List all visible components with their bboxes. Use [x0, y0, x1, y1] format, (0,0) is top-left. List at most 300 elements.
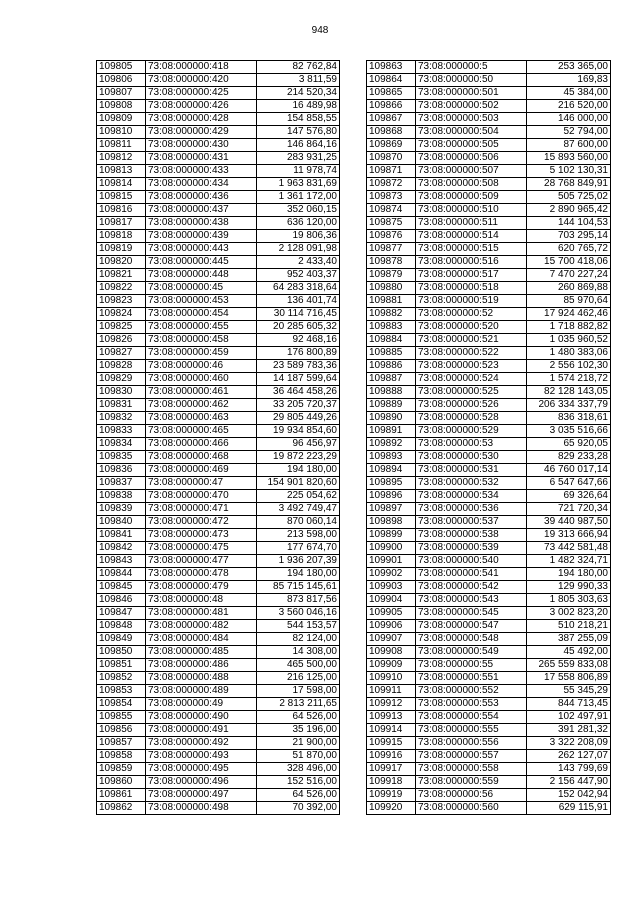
cadastral-number-cell: 73:08:000000:492: [146, 737, 257, 750]
cadastral-number-cell: 73:08:000000:479: [146, 581, 257, 594]
table-row: [367, 217, 611, 230]
value-cell: 73 442 581,48: [527, 542, 611, 555]
cadastral-number-cell: 73:08:000000:491: [146, 724, 257, 737]
row-number-cell: 109900: [367, 542, 416, 555]
row-number-cell: 109814: [97, 178, 146, 191]
cadastral-number-cell: 73:08:000000:528: [416, 412, 527, 425]
value-cell: 146 000,00: [527, 113, 611, 126]
table-row: [97, 282, 340, 295]
cadastral-number-cell: 73:08:000000:429: [146, 126, 257, 139]
row-number-cell: 109820: [97, 256, 146, 269]
table-row: [367, 360, 611, 373]
row-number-cell: 109833: [97, 425, 146, 438]
cadastral-number-cell: 73:08:000000:501: [416, 87, 527, 100]
cadastral-number-cell: 73:08:000000:486: [146, 659, 257, 672]
row-number-cell: 109909: [367, 659, 416, 672]
cadastral-number-cell: 73:08:000000:472: [146, 516, 257, 529]
row-number-cell: 109919: [367, 789, 416, 802]
value-cell: 1 718 882,82: [527, 321, 611, 334]
value-cell: 2 813 211,65: [257, 698, 340, 711]
row-number-cell: 109843: [97, 555, 146, 568]
table-row: [367, 100, 611, 113]
row-number-cell: 109885: [367, 347, 416, 360]
row-number-cell: 109892: [367, 438, 416, 451]
table-row: [97, 581, 340, 594]
row-number-cell: 109897: [367, 503, 416, 516]
value-cell: 265 559 833,08: [527, 659, 611, 672]
value-cell: 14 308,00: [257, 646, 340, 659]
value-cell: 55 345,29: [527, 685, 611, 698]
table-row: [97, 425, 340, 438]
value-cell: 64 526,00: [257, 711, 340, 724]
row-number-cell: 109816: [97, 204, 146, 217]
table-row: [367, 789, 611, 802]
cadastral-number-cell: 73:08:000000:549: [416, 646, 527, 659]
row-number-cell: 109829: [97, 373, 146, 386]
value-cell: 629 115,91: [527, 802, 611, 815]
cadastral-number-cell: 73:08:000000:443: [146, 243, 257, 256]
table-row: [97, 711, 340, 724]
row-number-cell: 109913: [367, 711, 416, 724]
table-row: [367, 282, 611, 295]
value-cell: 29 805 449,26: [257, 412, 340, 425]
value-cell: 3 492 749,47: [257, 503, 340, 516]
table-row: [367, 633, 611, 646]
value-cell: 836 318,61: [527, 412, 611, 425]
cadastral-number-cell: 73:08:000000:453: [146, 295, 257, 308]
table-row: [97, 503, 340, 516]
value-cell: 15 893 560,00: [527, 152, 611, 165]
value-cell: 510 218,21: [527, 620, 611, 633]
value-cell: 2 890 965,42: [527, 204, 611, 217]
value-cell: 16 489,98: [257, 100, 340, 113]
row-number-cell: 109845: [97, 581, 146, 594]
row-number-cell: 109861: [97, 789, 146, 802]
value-cell: 260 869,88: [527, 282, 611, 295]
table-row: [97, 698, 340, 711]
value-cell: 85 970,64: [527, 295, 611, 308]
table-row: [97, 607, 340, 620]
row-number-cell: 109836: [97, 464, 146, 477]
cadastral-number-cell: 73:08:000000:5: [416, 61, 527, 74]
cadastral-number-cell: 73:08:000000:529: [416, 425, 527, 438]
row-number-cell: 109838: [97, 490, 146, 503]
row-number-cell: 109878: [367, 256, 416, 269]
table-row: [367, 503, 611, 516]
cadastral-number-cell: 73:08:000000:560: [416, 802, 527, 815]
table-row: [97, 139, 340, 152]
row-number-cell: 109807: [97, 87, 146, 100]
row-number-cell: 109844: [97, 568, 146, 581]
table-row: [97, 529, 340, 542]
row-number-cell: 109877: [367, 243, 416, 256]
value-cell: 2 156 447,90: [527, 776, 611, 789]
value-cell: 82 128 143,05: [527, 386, 611, 399]
cadastral-number-cell: 73:08:000000:434: [146, 178, 257, 191]
value-cell: 352 060,15: [257, 204, 340, 217]
value-cell: 129 990,33: [527, 581, 611, 594]
row-number-cell: 109871: [367, 165, 416, 178]
table-row: [97, 217, 340, 230]
value-cell: 19 313 666,94: [527, 529, 611, 542]
row-number-cell: 109805: [97, 61, 146, 74]
row-number-cell: 109813: [97, 165, 146, 178]
row-number-cell: 109823: [97, 295, 146, 308]
cadastral-number-cell: 73:08:000000:482: [146, 620, 257, 633]
value-cell: 206 334 337,79: [527, 399, 611, 412]
table-row: [97, 646, 340, 659]
value-cell: 214 520,34: [257, 87, 340, 100]
row-number-cell: 109819: [97, 243, 146, 256]
row-number-cell: 109904: [367, 594, 416, 607]
cadastral-number-cell: 73:08:000000:458: [146, 334, 257, 347]
table-row: [367, 74, 611, 87]
cadastral-number-cell: 73:08:000000:555: [416, 724, 527, 737]
table-row: [97, 789, 340, 802]
table-row: [97, 802, 340, 815]
row-number-cell: 109824: [97, 308, 146, 321]
row-number-cell: 109899: [367, 529, 416, 542]
value-cell: 5 102 130,31: [527, 165, 611, 178]
table-row: [367, 230, 611, 243]
cadastral-number-cell: 73:08:000000:485: [146, 646, 257, 659]
value-cell: 2 556 102,30: [527, 360, 611, 373]
cadastral-number-cell: 73:08:000000:504: [416, 126, 527, 139]
row-number-cell: 109866: [367, 100, 416, 113]
row-number-cell: 109865: [367, 87, 416, 100]
cadastral-number-cell: 73:08:000000:516: [416, 256, 527, 269]
value-cell: 1 361 172,00: [257, 191, 340, 204]
row-number-cell: 109815: [97, 191, 146, 204]
page-number: 948: [311, 25, 329, 36]
table-row: [367, 477, 611, 490]
table-row: [97, 243, 340, 256]
table-row: [97, 412, 340, 425]
value-cell: 17 558 806,89: [527, 672, 611, 685]
row-number-cell: 109870: [367, 152, 416, 165]
table-row: [97, 165, 340, 178]
table-row: [367, 555, 611, 568]
row-number-cell: 109915: [367, 737, 416, 750]
cadastral-number-cell: 73:08:000000:503: [416, 113, 527, 126]
cadastral-number-cell: 73:08:000000:433: [146, 165, 257, 178]
cadastral-number-cell: 73:08:000000:461: [146, 386, 257, 399]
table-row: [367, 607, 611, 620]
value-cell: 64 526,00: [257, 789, 340, 802]
table-row: [367, 178, 611, 191]
table-row: [367, 451, 611, 464]
table-row: [367, 711, 611, 724]
cadastral-number-cell: 73:08:000000:53: [416, 438, 527, 451]
row-number-cell: 109853: [97, 685, 146, 698]
row-number-cell: 109903: [367, 581, 416, 594]
cadastral-number-cell: 73:08:000000:502: [416, 100, 527, 113]
row-number-cell: 109812: [97, 152, 146, 165]
cadastral-number-cell: 73:08:000000:558: [416, 763, 527, 776]
row-number-cell: 109882: [367, 308, 416, 321]
row-number-cell: 109907: [367, 633, 416, 646]
cadastral-number-cell: 73:08:000000:488: [146, 672, 257, 685]
value-cell: 11 978,74: [257, 165, 340, 178]
value-cell: 39 440 987,50: [527, 516, 611, 529]
row-number-cell: 109827: [97, 347, 146, 360]
value-cell: 1 480 383,06: [527, 347, 611, 360]
table-row: [367, 763, 611, 776]
cadastral-number-cell: 73:08:000000:448: [146, 269, 257, 282]
table-row: [97, 308, 340, 321]
row-number-cell: 109850: [97, 646, 146, 659]
cadastral-number-cell: 73:08:000000:521: [416, 334, 527, 347]
row-number-cell: 109895: [367, 477, 416, 490]
row-number-cell: 109891: [367, 425, 416, 438]
table-row: [97, 763, 340, 776]
cadastral-number-cell: 73:08:000000:498: [146, 802, 257, 815]
row-number-cell: 109886: [367, 360, 416, 373]
value-cell: 143 799,69: [527, 763, 611, 776]
row-number-cell: 109862: [97, 802, 146, 815]
table-row: [367, 295, 611, 308]
table-row: [367, 256, 611, 269]
row-number-cell: 109860: [97, 776, 146, 789]
table-row: [97, 61, 340, 74]
row-number-cell: 109847: [97, 607, 146, 620]
cadastral-number-cell: 73:08:000000:548: [416, 633, 527, 646]
value-cell: 3 322 208,09: [527, 737, 611, 750]
cadastral-number-cell: 73:08:000000:473: [146, 529, 257, 542]
table-row: [367, 308, 611, 321]
row-number-cell: 109917: [367, 763, 416, 776]
cadastral-number-cell: 73:08:000000:463: [146, 412, 257, 425]
value-cell: 216 125,00: [257, 672, 340, 685]
value-cell: 3 002 823,20: [527, 607, 611, 620]
row-number-cell: 109831: [97, 399, 146, 412]
value-cell: 147 576,80: [257, 126, 340, 139]
table-row: [367, 126, 611, 139]
value-cell: 85 715 145,61: [257, 581, 340, 594]
table-row: [367, 620, 611, 633]
cadastral-number-cell: 73:08:000000:493: [146, 750, 257, 763]
table-row: [367, 204, 611, 217]
row-number-cell: 109854: [97, 698, 146, 711]
value-cell: 19 934 854,60: [257, 425, 340, 438]
cadastral-number-cell: 73:08:000000:536: [416, 503, 527, 516]
table-row: [367, 685, 611, 698]
cadastral-number-cell: 73:08:000000:559: [416, 776, 527, 789]
cadastral-number-cell: 73:08:000000:436: [146, 191, 257, 204]
value-cell: 65 920,05: [527, 438, 611, 451]
value-cell: 253 365,00: [527, 61, 611, 74]
value-cell: 3 560 046,16: [257, 607, 340, 620]
row-number-cell: 109889: [367, 399, 416, 412]
table-row: [367, 113, 611, 126]
value-cell: 35 196,00: [257, 724, 340, 737]
value-cell: 82 124,00: [257, 633, 340, 646]
value-cell: 391 281,32: [527, 724, 611, 737]
value-cell: 844 713,45: [527, 698, 611, 711]
value-cell: 45 384,00: [527, 87, 611, 100]
cadastral-number-cell: 73:08:000000:523: [416, 360, 527, 373]
value-cell: 6 547 647,66: [527, 477, 611, 490]
cadastral-number-cell: 73:08:000000:522: [416, 347, 527, 360]
table-row: [367, 464, 611, 477]
cadastral-number-cell: 73:08:000000:540: [416, 555, 527, 568]
cadastral-number-cell: 73:08:000000:556: [416, 737, 527, 750]
value-cell: 144 104,53: [527, 217, 611, 230]
row-number-cell: 109908: [367, 646, 416, 659]
row-number-cell: 109884: [367, 334, 416, 347]
cadastral-number-cell: 73:08:000000:541: [416, 568, 527, 581]
value-cell: 20 285 605,32: [257, 321, 340, 334]
table-row: [367, 516, 611, 529]
table-row: [97, 74, 340, 87]
value-cell: 328 496,00: [257, 763, 340, 776]
value-cell: 620 765,72: [527, 243, 611, 256]
value-cell: 177 674,70: [257, 542, 340, 555]
row-number-cell: 109837: [97, 477, 146, 490]
row-number-cell: 109858: [97, 750, 146, 763]
value-cell: 154 901 820,60: [257, 477, 340, 490]
cadastral-number-cell: 73:08:000000:542: [416, 581, 527, 594]
value-cell: 3 035 516,66: [527, 425, 611, 438]
value-cell: 152 516,00: [257, 776, 340, 789]
value-cell: 176 800,89: [257, 347, 340, 360]
value-cell: 19 806,36: [257, 230, 340, 243]
table-row: [367, 61, 611, 74]
table-row: [97, 230, 340, 243]
row-number-cell: 109826: [97, 334, 146, 347]
cadastral-number-cell: 73:08:000000:515: [416, 243, 527, 256]
cadastral-number-cell: 73:08:000000:496: [146, 776, 257, 789]
cadastral-number-cell: 73:08:000000:47: [146, 477, 257, 490]
cadastral-number-cell: 73:08:000000:545: [416, 607, 527, 620]
table-row: [97, 191, 340, 204]
value-cell: 283 931,25: [257, 152, 340, 165]
row-number-cell: 109920: [367, 802, 416, 815]
row-number-cell: 109906: [367, 620, 416, 633]
cadastral-number-cell: 73:08:000000:543: [416, 594, 527, 607]
value-cell: 92 468,16: [257, 334, 340, 347]
cadastral-number-cell: 73:08:000000:532: [416, 477, 527, 490]
data-table-left: [96, 60, 340, 815]
row-number-cell: 109893: [367, 451, 416, 464]
row-number-cell: 109808: [97, 100, 146, 113]
value-cell: 1 035 960,52: [527, 334, 611, 347]
cadastral-number-cell: 73:08:000000:507: [416, 165, 527, 178]
value-cell: 703 295,14: [527, 230, 611, 243]
row-number-cell: 109825: [97, 321, 146, 334]
row-number-cell: 109846: [97, 594, 146, 607]
cadastral-number-cell: 73:08:000000:445: [146, 256, 257, 269]
value-cell: 636 120,00: [257, 217, 340, 230]
row-number-cell: 109806: [97, 74, 146, 87]
table-row: [367, 594, 611, 607]
table-row: [367, 243, 611, 256]
row-number-cell: 109822: [97, 282, 146, 295]
cadastral-number-cell: 73:08:000000:418: [146, 61, 257, 74]
table-row: [367, 165, 611, 178]
table-row: [97, 750, 340, 763]
cadastral-number-cell: 73:08:000000:471: [146, 503, 257, 516]
cadastral-number-cell: 73:08:000000:477: [146, 555, 257, 568]
value-cell: 465 500,00: [257, 659, 340, 672]
table-row: [367, 438, 611, 451]
table-row: [367, 776, 611, 789]
value-cell: 1 482 324,71: [527, 555, 611, 568]
table-row: [97, 633, 340, 646]
cadastral-number-cell: 73:08:000000:554: [416, 711, 527, 724]
value-cell: 873 817,56: [257, 594, 340, 607]
table-row: [367, 568, 611, 581]
value-cell: 1 963 831,69: [257, 178, 340, 191]
table-row: [367, 191, 611, 204]
table-row: [367, 139, 611, 152]
value-cell: 136 401,74: [257, 295, 340, 308]
table-row: [97, 555, 340, 568]
cadastral-number-cell: 73:08:000000:56: [416, 789, 527, 802]
value-cell: 216 520,00: [527, 100, 611, 113]
table-row: [97, 724, 340, 737]
table-row: [97, 685, 340, 698]
table-row: [97, 620, 340, 633]
row-number-cell: 109848: [97, 620, 146, 633]
table-row: [367, 87, 611, 100]
cadastral-number-cell: 73:08:000000:484: [146, 633, 257, 646]
row-number-cell: 109881: [367, 295, 416, 308]
cadastral-number-cell: 73:08:000000:454: [146, 308, 257, 321]
table-row: [367, 425, 611, 438]
row-number-cell: 109898: [367, 516, 416, 529]
value-cell: 23 589 783,36: [257, 360, 340, 373]
cadastral-number-cell: 73:08:000000:48: [146, 594, 257, 607]
cadastral-number-cell: 73:08:000000:428: [146, 113, 257, 126]
table-row: [367, 386, 611, 399]
value-cell: 505 725,02: [527, 191, 611, 204]
cadastral-number-cell: 73:08:000000:438: [146, 217, 257, 230]
table-row: [97, 516, 340, 529]
row-number-cell: 109905: [367, 607, 416, 620]
value-cell: 952 403,37: [257, 269, 340, 282]
table-row: [367, 152, 611, 165]
value-cell: 225 054,62: [257, 490, 340, 503]
row-number-cell: 109911: [367, 685, 416, 698]
row-number-cell: 109841: [97, 529, 146, 542]
table-row: [97, 464, 340, 477]
value-cell: 1 805 303,63: [527, 594, 611, 607]
table-row: [97, 594, 340, 607]
row-number-cell: 109914: [367, 724, 416, 737]
value-cell: 17 924 462,46: [527, 308, 611, 321]
table-row: [97, 204, 340, 217]
value-cell: 169,83: [527, 74, 611, 87]
row-number-cell: 109852: [97, 672, 146, 685]
row-number-cell: 109830: [97, 386, 146, 399]
value-cell: 64 283 318,64: [257, 282, 340, 295]
cadastral-number-cell: 73:08:000000:431: [146, 152, 257, 165]
row-number-cell: 109912: [367, 698, 416, 711]
table-row: [367, 334, 611, 347]
row-number-cell: 109821: [97, 269, 146, 282]
table-row: [97, 490, 340, 503]
row-number-cell: 109876: [367, 230, 416, 243]
row-number-cell: 109818: [97, 230, 146, 243]
value-cell: 1 574 218,72: [527, 373, 611, 386]
table-row: [367, 750, 611, 763]
row-number-cell: 109817: [97, 217, 146, 230]
table-row: [97, 737, 340, 750]
row-number-cell: 109839: [97, 503, 146, 516]
table-row: [97, 360, 340, 373]
cadastral-number-cell: 73:08:000000:509: [416, 191, 527, 204]
